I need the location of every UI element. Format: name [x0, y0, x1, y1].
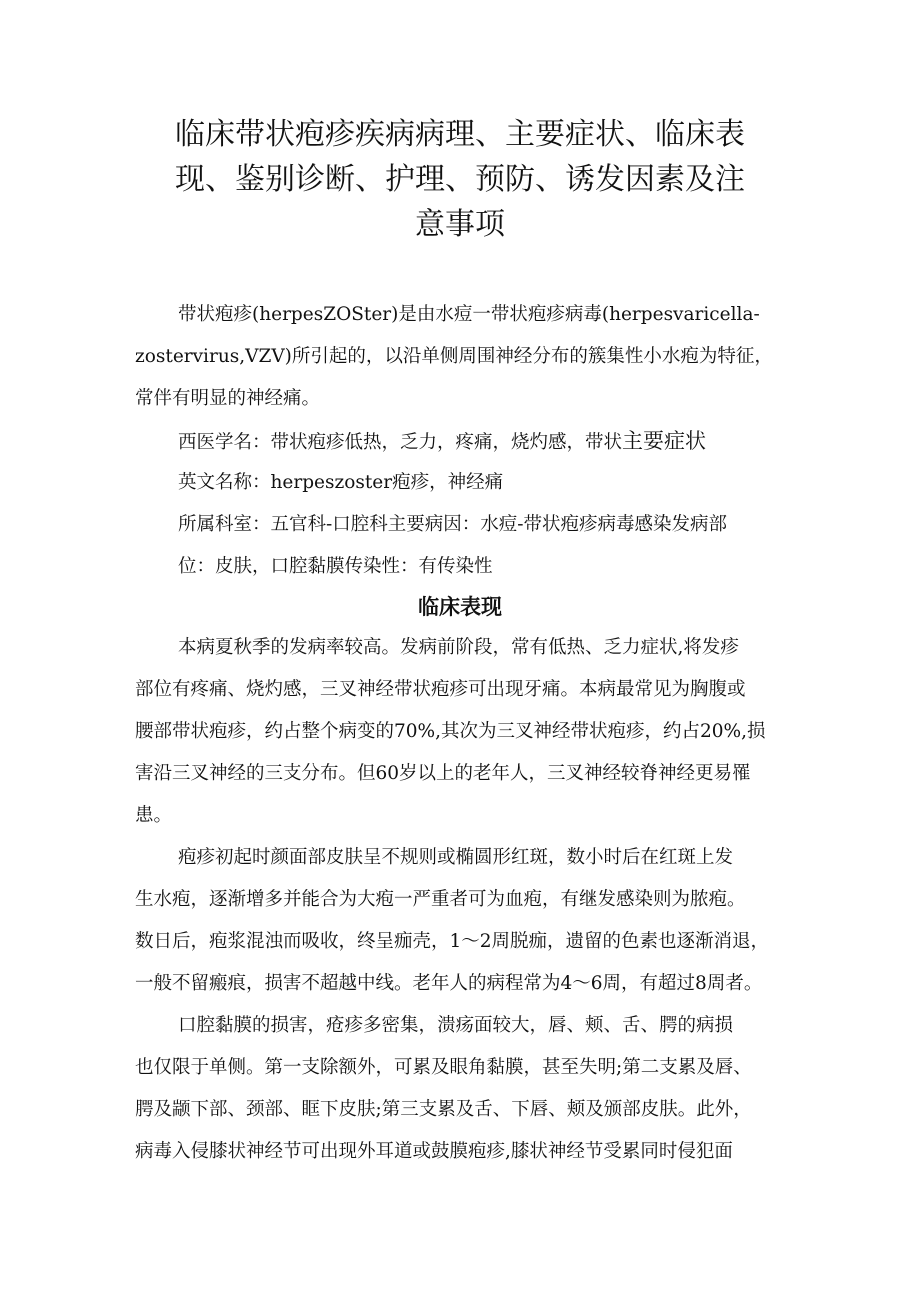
document-title — [150, 112, 770, 247]
para3-line-2: 也仅限于单侧。第一支除额外，可累及眼角黏膜，甚至失明;第二支累及唇、 — [135, 1057, 752, 1078]
para1-line-3: 腰部带状疱疹，约占整个病变的70%,其次为三叉神经带状疱疹，约占20%,损 — [135, 721, 766, 742]
title-line-3: 意事项 — [415, 207, 505, 242]
para3-line-4: 病毒入侵膝状神经节可出现外耳道或鼓膜疱疹,膝状神经节受累同时侵犯面 — [135, 1141, 733, 1162]
section-heading-clinical: 临床表现 — [418, 595, 502, 619]
para2-line-2: 生水疱，逐渐增多并能合为大疱一严重者可为血疱，有继发感染则为脓疱。 — [135, 889, 746, 910]
intro-line-3: 常伴有明显的神经痛。 — [135, 388, 321, 409]
para3-line-1: 口腔黏膜的损害，疮疹多密集，溃疡面较大，唇、颊、舌、腭的病损 — [178, 1015, 734, 1036]
title-line-2: 现、鉴别诊断、护理、预防、诱发因素及注 — [175, 162, 745, 197]
english-name-line: 英文名称：herpeszoster疱疹，神经痛 — [178, 472, 504, 493]
western-name-text: 西医学名：带状疱疹低热，乏力，疼痛，烧灼感，带状 — [178, 432, 623, 453]
para1-line-1: 本病夏秋季的发病率较高。发病前阶段，常有低热、乏力症状,将发疹 — [178, 637, 739, 658]
title-line-1: 临床带状疱疹疾病病理、主要症状、临床表 — [175, 117, 745, 152]
para2-line-3: 数日后，疱浆混浊而吸收，终呈痂壳，1〜2周脱痂，遗留的色素也逐渐消退， — [135, 931, 770, 952]
department-line-1: 所属科室：五官科-口腔科主要病因：水痘-带状疱疹病毒感染发病部 — [178, 514, 728, 535]
intro-line-2: zostervirus,VZV)所引起的，以沿单侧周围神经分布的簇集性小水疱为特征， — [135, 346, 773, 367]
western-name-line — [178, 429, 795, 455]
intro-line-1: 带状疱疹(herpesZOSter)是由水痘一带状疱疹病毒(herpesvaricella- — [178, 304, 760, 325]
para1-line-5: 患。 — [135, 805, 173, 826]
para1-line-2: 部位有疼痛、烧灼感，三叉神经带状疱疹可出现牙痛。本病最常见为胸腹或 — [135, 679, 746, 700]
para1-line-4: 害沿三叉神经的三支分布。但60岁以上的老年人，三叉神经较脊神经更易罹 — [135, 763, 751, 784]
para2-line-4: 一般不留瘢痕，损害不超越中线。老年人的病程常为4〜6周，有超过8周者。 — [135, 973, 763, 994]
para2-line-1: 疱疹初起时颜面部皮肤呈不规则或椭圆形红斑，数小时后在红斑上发 — [178, 847, 734, 868]
main-symptoms-label: 主要症状 — [622, 429, 707, 453]
para3-line-3: 腭及颛下部、颈部、眶下皮肤;第三支累及舌、下唇、颊及颁部皮肤。此外， — [135, 1099, 752, 1120]
department-line-2: 位：皮肤，口腔黏膜传染性：有传染性 — [178, 556, 493, 577]
